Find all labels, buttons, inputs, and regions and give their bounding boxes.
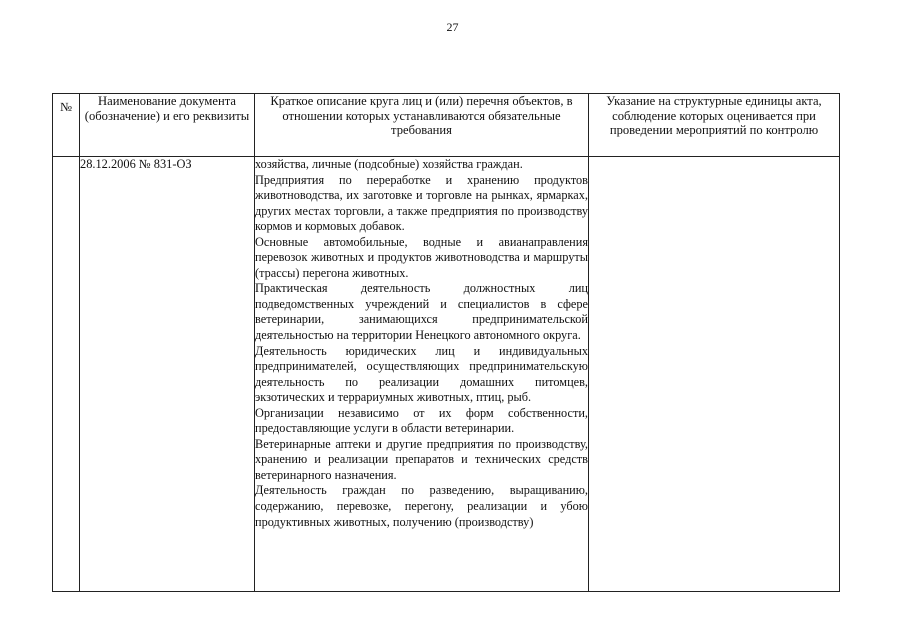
description-paragraph: Деятельность граждан по разведению, выращиванию, содержанию, перевозке, перегону, реализации и убою продуктивных животных, получению (производству) [255, 483, 588, 529]
requirements-table [52, 93, 840, 592]
document-requisites-cell: 28.12.2006 № 831-ОЗ [80, 157, 255, 592]
description-paragraph: Организации независимо от их форм собственности, предоставляющие услуги в области ветеринарии. [255, 405, 588, 436]
structural-units-cell [589, 157, 840, 592]
description-paragraph: Ветеринарные аптеки и другие предприятия по производству, хранению и реализации препаратов и технических средств ветеринарного назначения. [255, 436, 588, 482]
description-paragraph: Практическая деятельность должностных лиц подведомственных учреждений и специалистов в сфере ветеринарии, занимающихся предпринимательской деятельностью на территории Ненецкого автономного округа. [255, 281, 588, 343]
table-row [53, 157, 840, 592]
page-number: 27 [446, 20, 459, 34]
description-cell [255, 157, 589, 592]
row-number-cell [53, 157, 80, 592]
description-paragraph: Предприятия по переработке и хранению продуктов животноводства, их заготовке и торговле на рынках, ярмарках, других местах торговли, а также предприятия по производству кормов и кормовых добавок. [255, 172, 588, 234]
header-number: № [53, 94, 80, 157]
header-structural-units: Указание на структурные единицы акта, соблюдение которых оценивается при проведении мероприятий по контролю [589, 94, 840, 157]
description-paragraph: Основные автомобильные, водные и авианаправления перевозок животных и продуктов животноводства и маршруты (трассы) перегона животных. [255, 234, 588, 280]
header-description: Краткое описание круга лиц и (или) перечня объектов, в отношении которых устанавливаются обязательные требования [255, 94, 589, 157]
header-document-name: Наименование документа (обозначение) и его реквизиты [80, 94, 255, 157]
description-paragraph: Деятельность юридических лиц и индивидуальных предпринимателей, осуществляющих предпринимательскую деятельность по реализации домашних питомцев, экзотических и террариумных животных, птиц, рыб. [255, 343, 588, 405]
table-header-row [53, 94, 840, 157]
description-paragraph: хозяйства, личные (подсобные) хозяйства граждан. [255, 157, 523, 171]
